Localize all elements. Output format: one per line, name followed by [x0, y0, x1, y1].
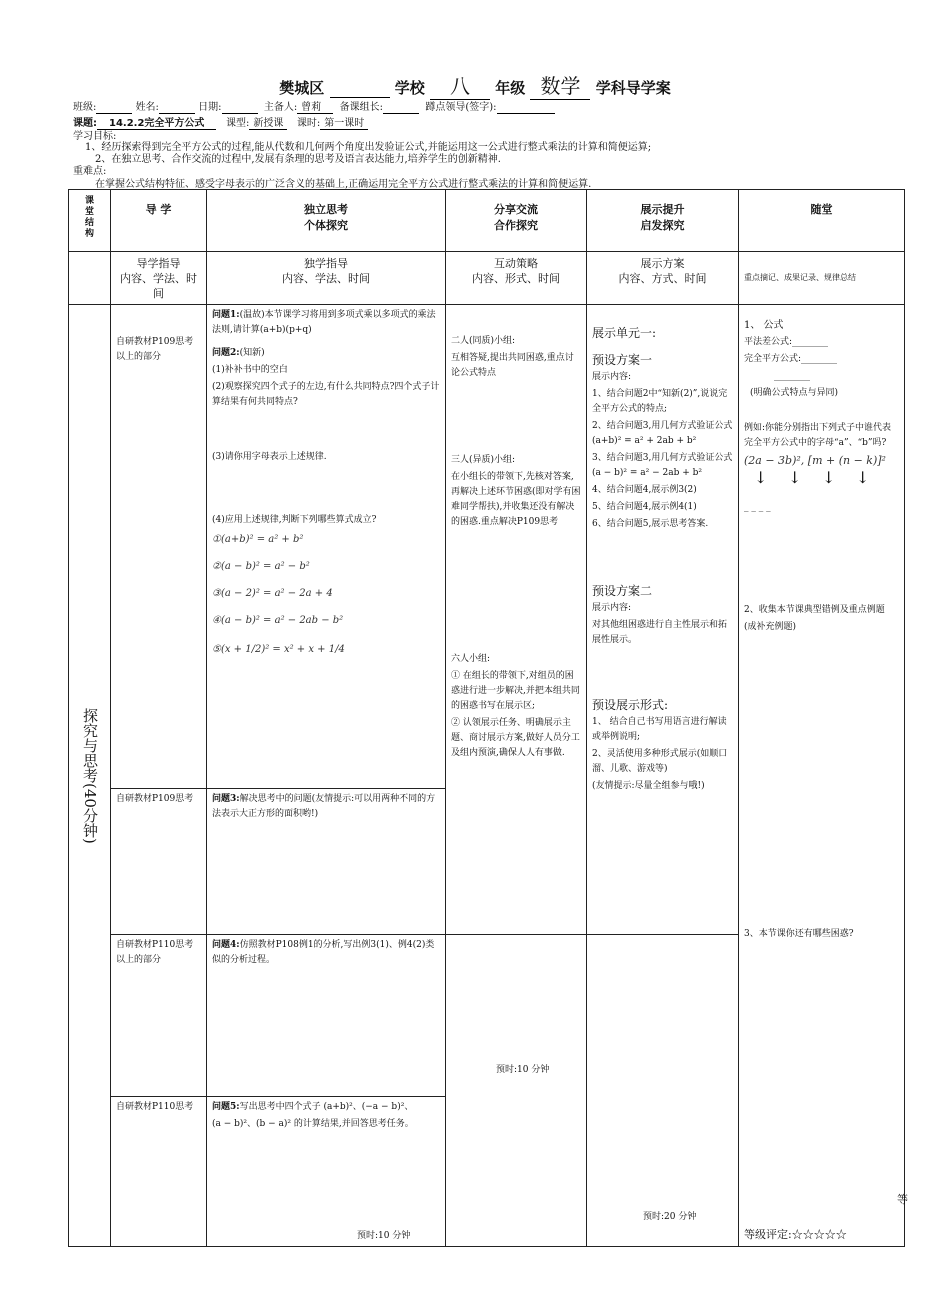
q2-item-3: (3)请你用字母表示上述规律. [212, 452, 327, 462]
plan2-text: 对其他组困惑进行自主性展示和拓展性展示。 [592, 620, 728, 645]
q2-label: 问题2: [212, 348, 240, 358]
share-2 [446, 935, 587, 1247]
independent-1 [207, 305, 446, 789]
col-show-b: 启发探究 [640, 219, 685, 232]
side-mark: 等 [897, 1193, 908, 1206]
q4-text: 仿照教材P108例1的分析,写出例3(1)、例4(2)类似的分析过程。 [212, 940, 435, 965]
sub-share-a: 互动策略 [494, 257, 538, 270]
plan1-title: 预设方案一 [592, 353, 653, 367]
period-label: 课时: [296, 118, 321, 129]
plan1-item-5: 5、结合问题4,展示例4(1) [592, 502, 697, 512]
plan1-item-3: 3、结合问题3,用几何方式验证公式 (a − b)² = a² − 2ab + b² [592, 453, 733, 478]
title-grade-suffix: 年级 [495, 79, 526, 97]
note-expression: (2a − 3b)², [m + (n − k)]² [744, 454, 886, 467]
plan1-item-1: 1、结合问题2中“知新(2)”,说说完全平方公式的特点; [592, 389, 728, 414]
col-share [446, 190, 587, 252]
independent-time: 预时:10 分钟 [357, 1231, 411, 1241]
col-share-a: 分享交流 [494, 203, 538, 216]
arrows [744, 470, 899, 500]
leader-field[interactable] [383, 102, 419, 114]
equation-3: ③(a − 2)² = a² − 2a + 4 [212, 588, 333, 599]
col-structure [69, 190, 111, 252]
period-value: 第一课时 [320, 114, 368, 130]
form-item-1: 1、 结合自己书写用语言进行解读或举例说明; [592, 717, 727, 742]
type-label: 课型: [225, 118, 250, 129]
sub-show-b: 内容、方式、时间 [618, 272, 707, 285]
note-blank: ________ [774, 371, 810, 381]
col-share-b: 合作探究 [494, 219, 538, 232]
class-label: 班级: [73, 102, 97, 113]
note-hint: (明确公式特点与异同) [750, 388, 839, 398]
header-row [69, 190, 905, 252]
row-1 [69, 305, 905, 789]
name-field[interactable] [159, 102, 195, 114]
arrow-down-icon: ↓ [788, 468, 802, 487]
q1-label: 问题1: [212, 310, 240, 320]
independent-3 [207, 935, 446, 1097]
q2-item-2: (2)观察探究四个式子的左边,有什么共同特点?四个式子计算结果有何共同特点? [212, 382, 440, 407]
note-square-diff: 平法差公式:________ [744, 337, 829, 347]
plan1-item-2: 2、结合问题3,用几何方式验证公式 (a+b)² = a² + 2ab + b² [592, 421, 733, 446]
sub-independent-a: 独学指导 [304, 257, 348, 270]
plan1-label: 展示内容: [592, 372, 632, 382]
name-label: 姓名: [135, 102, 159, 113]
side-label: 探究与思考(40分钟) [69, 305, 111, 1247]
goal-1: 1、经历探索得到完全平方公式的过程,能从代数和几何两个角度出发验证公式,并能运用这一公式进行整式乘法的计算和简便运算; [85, 142, 652, 153]
q5-label: 问题5: [212, 1102, 240, 1112]
trio-title: 三人(异质)小组: [451, 455, 516, 465]
q4-label: 问题4: [212, 940, 240, 950]
sub-guide-a: 导学指导 [136, 257, 181, 270]
leader-label: 备课组长: [339, 102, 383, 113]
show-1 [587, 305, 739, 935]
sub-share-b: 内容、形式、时间 [472, 272, 560, 285]
info-row [73, 98, 555, 114]
page-title [0, 70, 950, 100]
arrow-down-icon: ↓ [754, 468, 768, 487]
supervisor-field[interactable] [497, 102, 555, 114]
note-2: 2、收集本节课典型错例及重点例题 [744, 605, 885, 615]
q3-label: 问题3: [212, 794, 240, 804]
six-title: 六人小组: [451, 654, 491, 664]
independent-4 [207, 1097, 446, 1247]
show-unit: 展示单元一: [592, 326, 657, 340]
subheader-row [69, 252, 905, 305]
six-item-2: ② 认领展示任务、明确展示主题、商讨展示方案,做好人员分工及组内预演,确保人人有事做. [451, 718, 580, 758]
col-notes: 随堂 [739, 190, 905, 252]
topic-value: 14.2.2完全平方公式 [97, 114, 216, 130]
arrow-down-icon: ↓ [822, 468, 836, 487]
key-text: 在掌握公式结构特征、感受字母表示的广泛含义的基础上,正确运用完全平方公式进行整式乘法的计算和简便运算. [95, 179, 592, 190]
sub-independent-b: 内容、学法、时间 [282, 272, 370, 285]
goals-label: 学习目标: [73, 131, 117, 142]
equation-4: ④(a − b)² = a² − 2ab − b² [212, 615, 344, 626]
note-1: 1、 公式 [744, 320, 784, 331]
q2-tag: (知新) [239, 348, 265, 358]
guide-4: 自研教材P110思考 [111, 1097, 207, 1247]
preparer-label: 主备人: [263, 102, 298, 113]
preparer-value: 曾莉 [297, 98, 333, 114]
title-district: 樊城区 [279, 79, 325, 97]
sub-guide-b: 内容、学法、时间 [120, 272, 197, 300]
show-2 [587, 935, 739, 1247]
title-school: 学校 [394, 79, 425, 97]
col-structure-text: 课堂结构 [84, 196, 94, 239]
six-item-1: ① 在组长的带领下,对组员的困惑进行进一步解决,并把本组共同的困惑书写在展示区; [451, 671, 580, 711]
col-show-a: 展示提升 [640, 203, 685, 216]
sub-guide [111, 252, 207, 305]
key-label: 重难点: [73, 166, 107, 177]
note-2-hint: (成补充例题) [744, 622, 797, 632]
form-item-3: (友情提示:尽量全组参与哦!) [592, 781, 705, 791]
title-blank [330, 79, 390, 98]
share-1 [446, 305, 587, 935]
arrow-down-icon: ↓ [856, 468, 870, 487]
equation-2: ②(a − b)² = a² − b² [212, 561, 310, 572]
sub-structure [69, 252, 111, 305]
pair-title: 二人(同质)小组: [451, 336, 516, 346]
show-time: 预时:20 分钟 [643, 1212, 697, 1222]
equation-5: ⑤(x + 1/2)² = x² + x + 1/4 [212, 644, 345, 655]
sub-show [587, 252, 739, 305]
col-guide: 导 学 [111, 190, 207, 252]
goal-2: 2、在独立思考、合作交流的过程中,发展有条理的思考及语言表达能力,培养学生的创新精神. [95, 154, 501, 165]
q5-text-a: 写出思考中四个式子 (a+b)²、(−a − b)²、 [239, 1102, 414, 1112]
col-independent [207, 190, 446, 252]
sub-show-a: 展示方案 [640, 257, 685, 270]
topic-label: 课题: [73, 118, 97, 129]
note-blanks: _ _ _ _ [744, 502, 771, 512]
guide-1: 自研教材P109思考以上的部分 [111, 305, 207, 789]
date-field[interactable] [222, 102, 258, 114]
title-grade: 八 [430, 70, 490, 100]
title-subject: 数学 [530, 70, 590, 100]
rating[interactable]: 等级评定:☆☆☆☆☆ [744, 1228, 847, 1241]
q1-text: (温故)本节课学习将用到多项式乘以多项式的乘法法则,请计算(a+b)(p+q) [212, 310, 436, 335]
q2-item-4: (4)应用上述规律,判断下列哪些算式成立? [212, 515, 377, 525]
equation-1: ①(a+b)² = a² + b² [212, 534, 304, 545]
topic-row [73, 114, 368, 130]
q5-text-b: (a − b)²、(b − a)² 的计算结果,并回答思考任务。 [212, 1119, 414, 1129]
plan1-item-4: 4、结合问题4,展示例3(2) [592, 485, 697, 495]
type-value: 新授课 [249, 114, 287, 130]
pair-text: 互相答疑,提出共同困惑,重点讨论公式特点 [451, 353, 574, 378]
q3-text: 解决思考中的问题(友情提示:可以用两种不同的方法表示大正方形的面积哟!) [212, 794, 436, 819]
plan1-item-6: 6、结合问题5,展示思考答案. [592, 519, 709, 529]
class-field[interactable] [96, 102, 132, 114]
form-title: 预设展示形式: [592, 698, 669, 712]
sub-notes: 重点摘记、成果记录、规律总结 [739, 252, 905, 305]
note-full-square: 完全平方公式:________ [744, 354, 838, 364]
guide-2: 自研教材P109思考 [111, 789, 207, 935]
col-show [587, 190, 739, 252]
share-time: 预时:10 分钟 [496, 1065, 550, 1075]
guide-table [68, 189, 905, 1247]
title-suffix: 学科导学案 [595, 79, 671, 97]
sub-share [446, 252, 587, 305]
q2-item-1: (1)补补书中的空白 [212, 365, 288, 375]
supervisor-label: 蹲点领导(签字): [425, 102, 497, 113]
note-3: 3、本节课你还有哪些困惑? [744, 929, 854, 939]
form-item-2: 2、灵活使用多种形式展示(如顺口溜、儿歌、游戏等) [592, 749, 728, 774]
col-independent-a: 独立思考 [304, 203, 348, 216]
date-label: 日期: [198, 102, 222, 113]
col-independent-b: 个体探究 [304, 219, 348, 232]
plan2-label: 展示内容: [592, 603, 632, 613]
note-example: 例如:你能分别指出下列式子中谁代表完全平方公式中的字母“a”、“b”吗? [744, 423, 892, 448]
plan2-title: 预设方案二 [592, 584, 653, 598]
trio-text: 在小组长的带领下,先核对答案,再解决上述环节困惑(即对学有困难同学帮扶),并收集还没有解决的困惑.重点解决P109思考 [451, 472, 581, 527]
independent-2 [207, 789, 446, 935]
guide-3: 自研教材P110思考以上的部分 [111, 935, 207, 1097]
sub-independent [207, 252, 446, 305]
notes-column [739, 305, 905, 1247]
